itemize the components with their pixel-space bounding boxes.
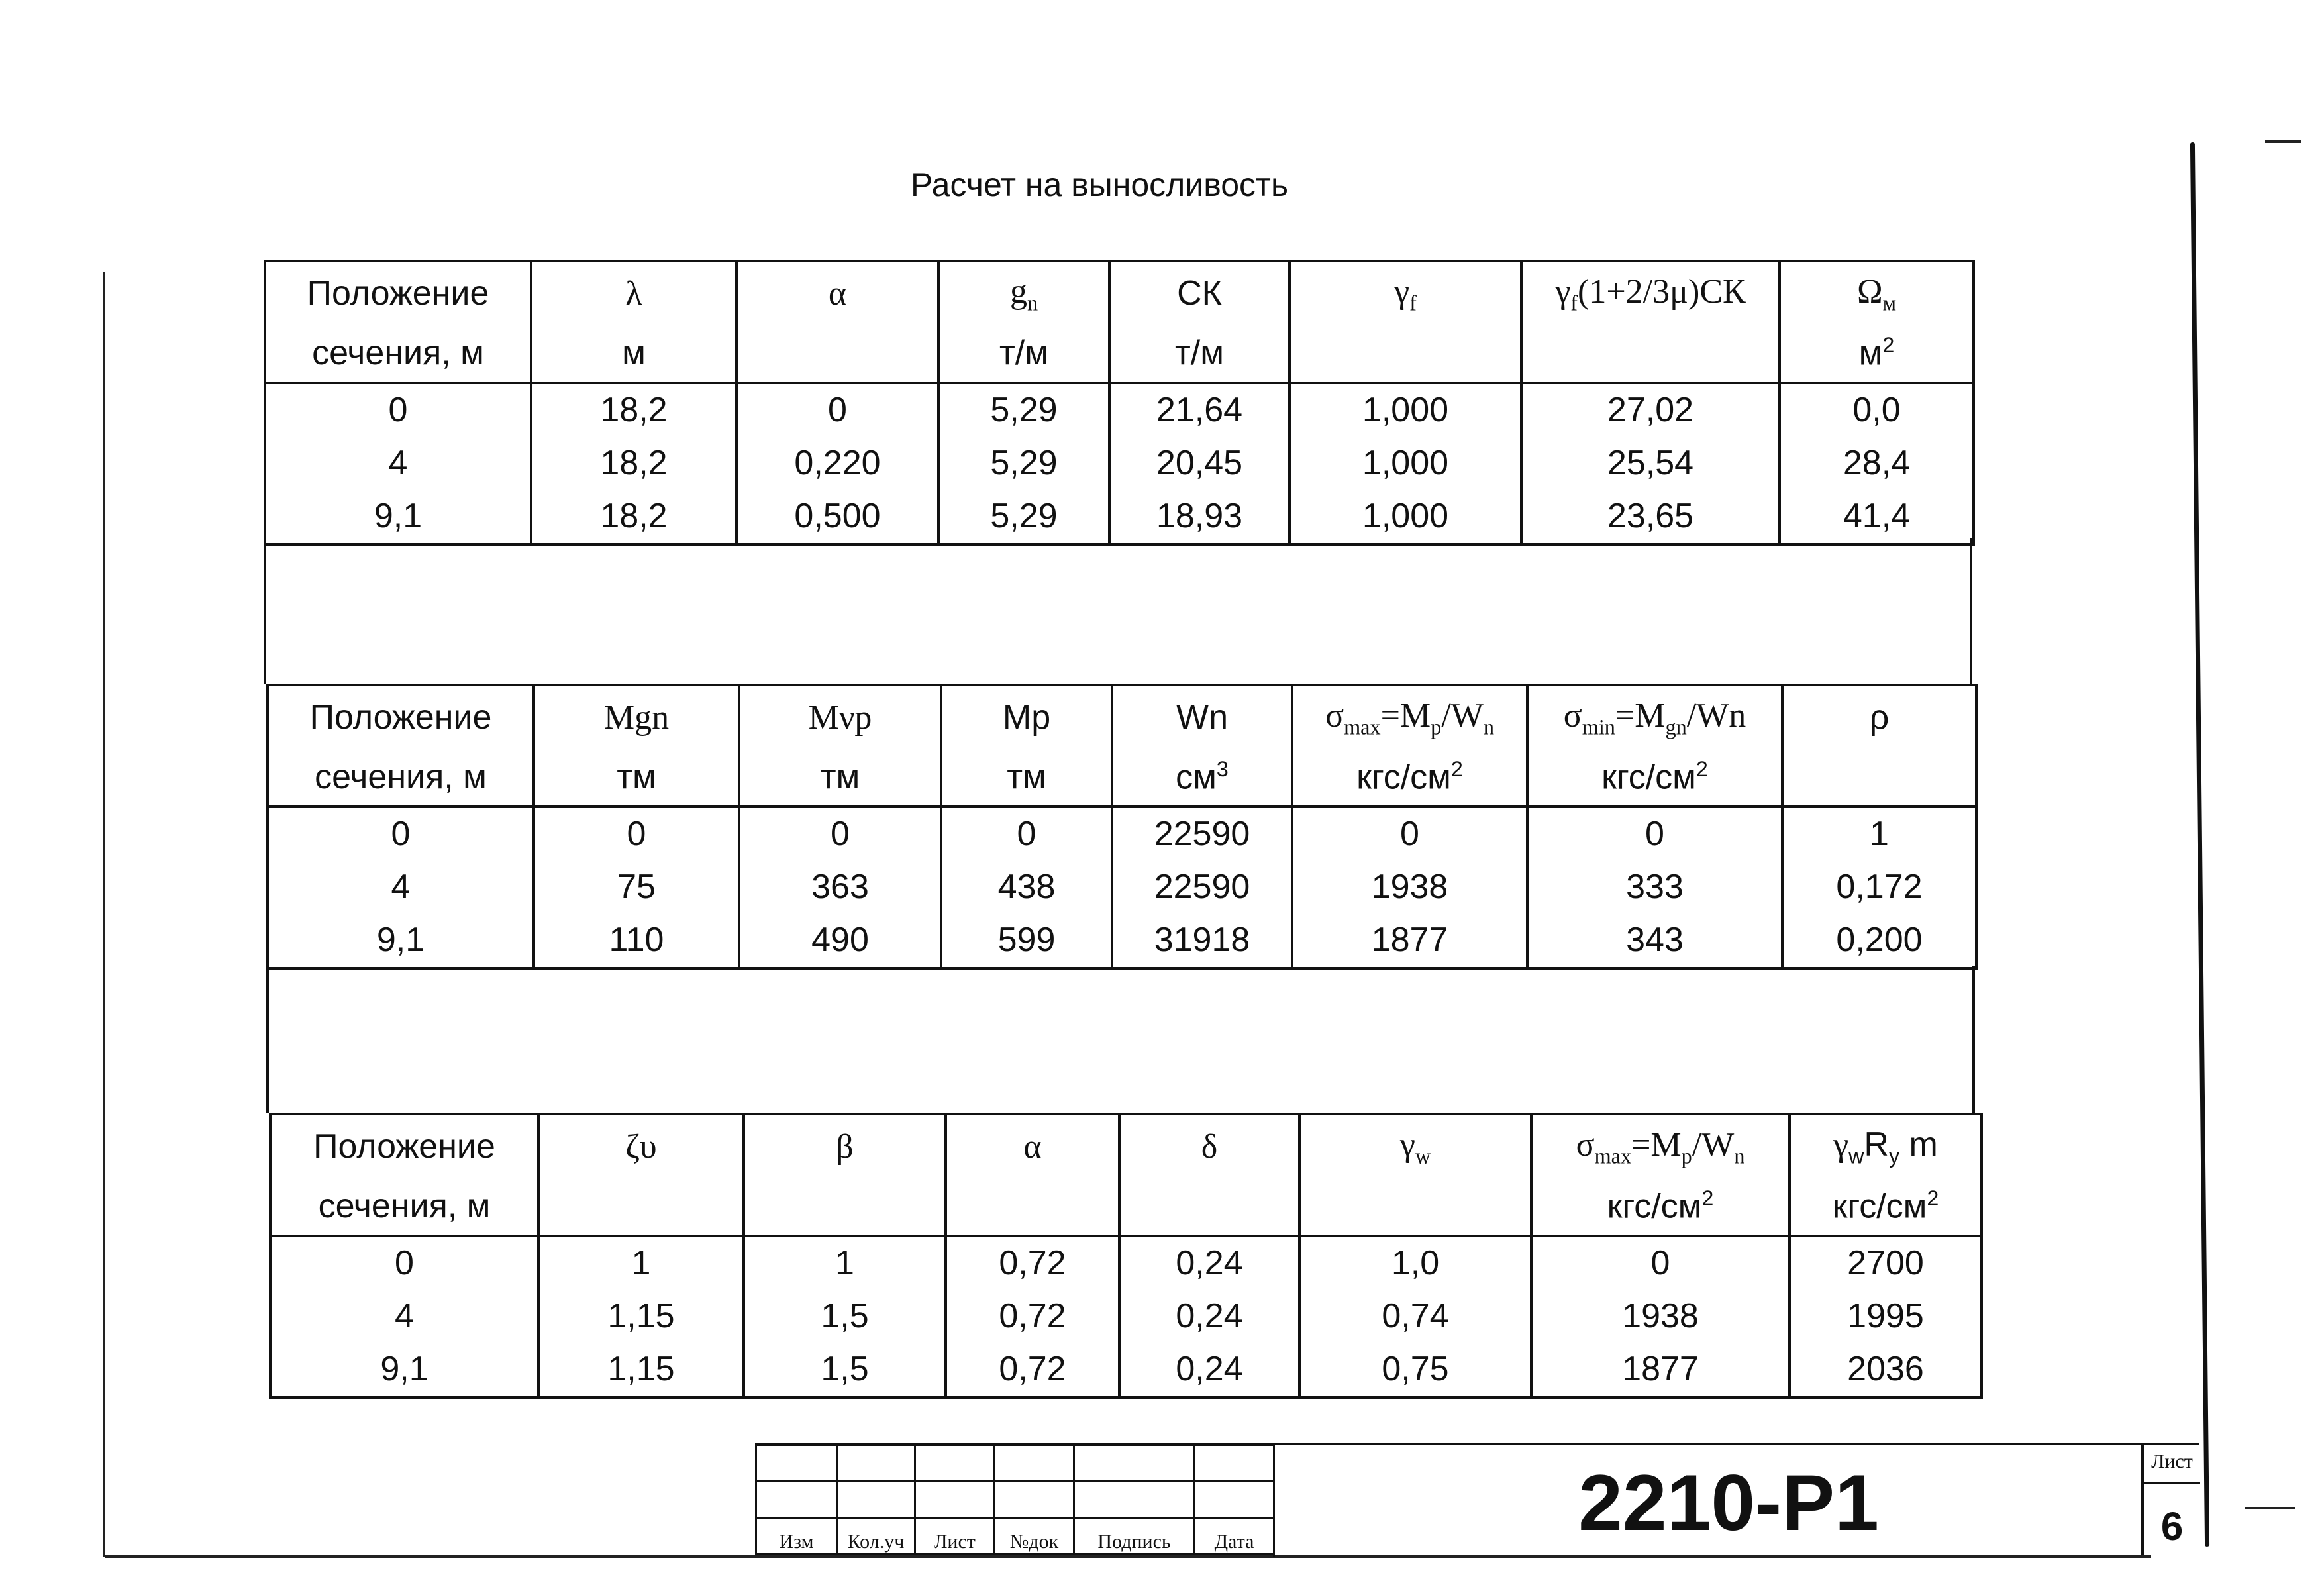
document-code: 2210-Р1 [1578, 1458, 1879, 1547]
table-cell: 438 [941, 861, 1112, 914]
table-cell: 1 [538, 1236, 744, 1290]
title-block-revisions [755, 1444, 1275, 1555]
table-row [270, 1343, 1982, 1398]
table-cell: 0,0 [1780, 383, 1974, 437]
table-cell: 2700 [1790, 1236, 1982, 1290]
table1-header-top [265, 261, 1974, 325]
table-cell: 0 [1527, 807, 1782, 861]
sheet-box-divider [2144, 1482, 2200, 1484]
table-cell: 110 [534, 914, 739, 968]
table-moments [266, 684, 1978, 970]
table-cell: 1995 [1790, 1290, 1982, 1343]
header-cell: β [744, 1114, 946, 1178]
table-spacer [264, 538, 1972, 684]
table-cell: 1,15 [538, 1343, 744, 1398]
table-cell: 0 [739, 807, 941, 861]
header-unit: сечения, м [268, 749, 534, 807]
table-cell: 28,4 [1780, 437, 1974, 490]
header-cell: α [946, 1114, 1119, 1178]
table-cell: 1 [744, 1236, 946, 1290]
table-cell: 0,72 [946, 1236, 1119, 1290]
header-cell: ρ [1782, 685, 1976, 749]
header-cell: Положение [268, 685, 534, 749]
title-block-col-label: Изм [756, 1518, 837, 1555]
title-block-col-label: Дата [1195, 1518, 1274, 1555]
table-cell: 0,500 [736, 490, 938, 544]
table-cell: 0 [265, 383, 531, 437]
header-cell: δ [1119, 1114, 1299, 1178]
table-cell: 1,15 [538, 1290, 744, 1343]
header-unit: тм [534, 749, 739, 807]
table-cell: 1,000 [1289, 437, 1521, 490]
table-cell: 21,64 [1109, 383, 1289, 437]
table-cell: 20,45 [1109, 437, 1289, 490]
header-unit: тм [941, 749, 1112, 807]
table-cell: 1877 [1531, 1343, 1790, 1398]
table-cell: 4 [270, 1290, 538, 1343]
table-loads [264, 260, 1975, 546]
table-cell: 18,2 [531, 383, 736, 437]
header-unit: кгс/$см^2$ [1531, 1178, 1790, 1236]
table-row [268, 807, 1976, 861]
title-block-row [756, 1482, 1274, 1518]
table-cell: 1,0 [1299, 1236, 1531, 1290]
table-row [270, 1236, 1982, 1290]
sheet-label: Лист [2151, 1451, 2193, 1472]
table-cell: 18,2 [531, 490, 736, 544]
header-unit: кгс/$см^2$ [1790, 1178, 1982, 1236]
header-cell: $\gamma_f(1+2/3\mu)СК$ [1521, 261, 1780, 325]
header-unit: т/м [938, 325, 1109, 383]
table-cell: 27,02 [1521, 383, 1780, 437]
table-cell: 75 [534, 861, 739, 914]
table-cell: 1 [1782, 807, 1976, 861]
table2-header-bottom [268, 749, 1976, 807]
table2-header-top [268, 685, 1976, 749]
drawing-frame-right [2190, 142, 2209, 1547]
header-cell: Mνp [739, 685, 941, 749]
table-cell: 2036 [1790, 1343, 1982, 1398]
table-row [270, 1290, 1982, 1343]
header-cell: $\gamma_w$ [1299, 1114, 1531, 1178]
header-cell: Положение [270, 1114, 538, 1178]
drawing-frame-bottom [105, 1555, 2151, 1558]
table-cell: 490 [739, 914, 941, 968]
table-cell: 0 [1292, 807, 1527, 861]
header-unit [1521, 325, 1780, 383]
table3-header-top [270, 1114, 1982, 1178]
table-cell: 9,1 [268, 914, 534, 968]
table3-header-bottom [270, 1178, 1982, 1236]
header-cell: Mp [941, 685, 1112, 749]
table-cell: 4 [265, 437, 531, 490]
sheet-number: 6 [2160, 1504, 2184, 1549]
table-cell: 0,172 [1782, 861, 1976, 914]
table-row [268, 861, 1976, 914]
title-block-col-label: Лист [915, 1518, 995, 1555]
frame-mark-top [2265, 140, 2301, 143]
table-cell: 22590 [1112, 807, 1292, 861]
header-cell: $\sigma_{max}=M_p/W_n$ [1531, 1114, 1790, 1178]
frame-mark-bottom [2245, 1507, 2295, 1509]
title-block-row [756, 1445, 1274, 1482]
table-row [265, 383, 1974, 437]
header-cell: Wn [1112, 685, 1292, 749]
header-cell: Положение [265, 261, 531, 325]
table-cell: 5,29 [938, 383, 1109, 437]
header-unit: т/м [1109, 325, 1289, 383]
table-cell: 22590 [1112, 861, 1292, 914]
table-cell: 1,5 [744, 1290, 946, 1343]
header-unit: $м^2$ [1780, 325, 1974, 383]
title-block-col-label: Кол.уч [837, 1518, 915, 1555]
header-unit [1299, 1178, 1531, 1236]
drawing-frame-left [103, 272, 105, 1557]
table-cell: 9,1 [270, 1343, 538, 1398]
table-cell: 0 [736, 383, 938, 437]
header-unit: м [531, 325, 736, 383]
table-cell: 333 [1527, 861, 1782, 914]
header-unit [946, 1178, 1119, 1236]
header-unit: кгс/$см^2$ [1527, 749, 1782, 807]
header-cell: $\gamma_f$ [1289, 261, 1521, 325]
header-unit [736, 325, 938, 383]
table-cell: 18,93 [1109, 490, 1289, 544]
table-cell: 0 [1531, 1236, 1790, 1290]
header-unit [1782, 749, 1976, 807]
sheet-number-box [2141, 1443, 2200, 1555]
table-spacer [266, 966, 1975, 1113]
header-unit [538, 1178, 744, 1236]
table-cell: 1877 [1292, 914, 1527, 968]
table-cell: 0 [268, 807, 534, 861]
table-cell: 0,72 [946, 1290, 1119, 1343]
header-cell: λ [531, 261, 736, 325]
table-cell: 1,5 [744, 1343, 946, 1398]
table-cell: 25,54 [1521, 437, 1780, 490]
header-cell: $g_n$ [938, 261, 1109, 325]
table-cell: 0,24 [1119, 1236, 1299, 1290]
title-block-col-label: Подпись [1074, 1518, 1195, 1555]
table-cell: 343 [1527, 914, 1782, 968]
table-cell: 0,24 [1119, 1343, 1299, 1398]
header-unit: тм [739, 749, 941, 807]
table-cell: 5,29 [938, 437, 1109, 490]
title-block-col-label: №док [995, 1518, 1074, 1555]
page-title: Расчет на выносливость [910, 166, 1289, 203]
table1-header-bottom [265, 325, 1974, 383]
table-cell: 599 [941, 914, 1112, 968]
table-cell: 1938 [1531, 1290, 1790, 1343]
header-cell: $\Omega_м$ [1780, 261, 1974, 325]
table-row [265, 490, 1974, 544]
table-fatigue-check [269, 1113, 1983, 1399]
table-cell: 363 [739, 861, 941, 914]
table-cell: 0 [534, 807, 739, 861]
header-unit [1119, 1178, 1299, 1236]
table-row [268, 914, 1976, 968]
header-unit [744, 1178, 946, 1236]
table-cell: 18,2 [531, 437, 736, 490]
header-cell: α [736, 261, 938, 325]
table-cell: 0,200 [1782, 914, 1976, 968]
table-cell: 0,24 [1119, 1290, 1299, 1343]
table-cell: 0 [270, 1236, 538, 1290]
header-cell: ζυ [538, 1114, 744, 1178]
table-cell: 9,1 [265, 490, 531, 544]
table-cell: 0 [941, 807, 1112, 861]
header-cell: $\gamma_wR_y$ m [1790, 1114, 1982, 1178]
table-cell: 0,74 [1299, 1290, 1531, 1343]
title-block-divider [1273, 1444, 1275, 1557]
table-cell: 31918 [1112, 914, 1292, 968]
header-cell: $\sigma_{min}=M_{gn}/Wn$ [1527, 685, 1782, 749]
table-cell: 1938 [1292, 861, 1527, 914]
header-cell: Mgn [534, 685, 739, 749]
table-cell: 1,000 [1289, 490, 1521, 544]
table-cell: 0,72 [946, 1343, 1119, 1398]
title-block-header-row [756, 1518, 1274, 1555]
table-cell: 23,65 [1521, 490, 1780, 544]
table-cell: 4 [268, 861, 534, 914]
table-cell: 0,220 [736, 437, 938, 490]
table-cell: 5,29 [938, 490, 1109, 544]
header-cell: СК [1109, 261, 1289, 325]
header-unit: кгс/$см^2$ [1292, 749, 1527, 807]
table-cell: 1,000 [1289, 383, 1521, 437]
header-unit [1289, 325, 1521, 383]
table-cell: 41,4 [1780, 490, 1974, 544]
table-cell: 0,75 [1299, 1343, 1531, 1398]
header-cell: $\sigma_{max}=M_p/W_n$ [1292, 685, 1527, 749]
header-unit: сечения, м [270, 1178, 538, 1236]
table-row [265, 437, 1974, 490]
header-unit: сечения, м [265, 325, 531, 383]
header-unit: $см^3$ [1112, 749, 1292, 807]
